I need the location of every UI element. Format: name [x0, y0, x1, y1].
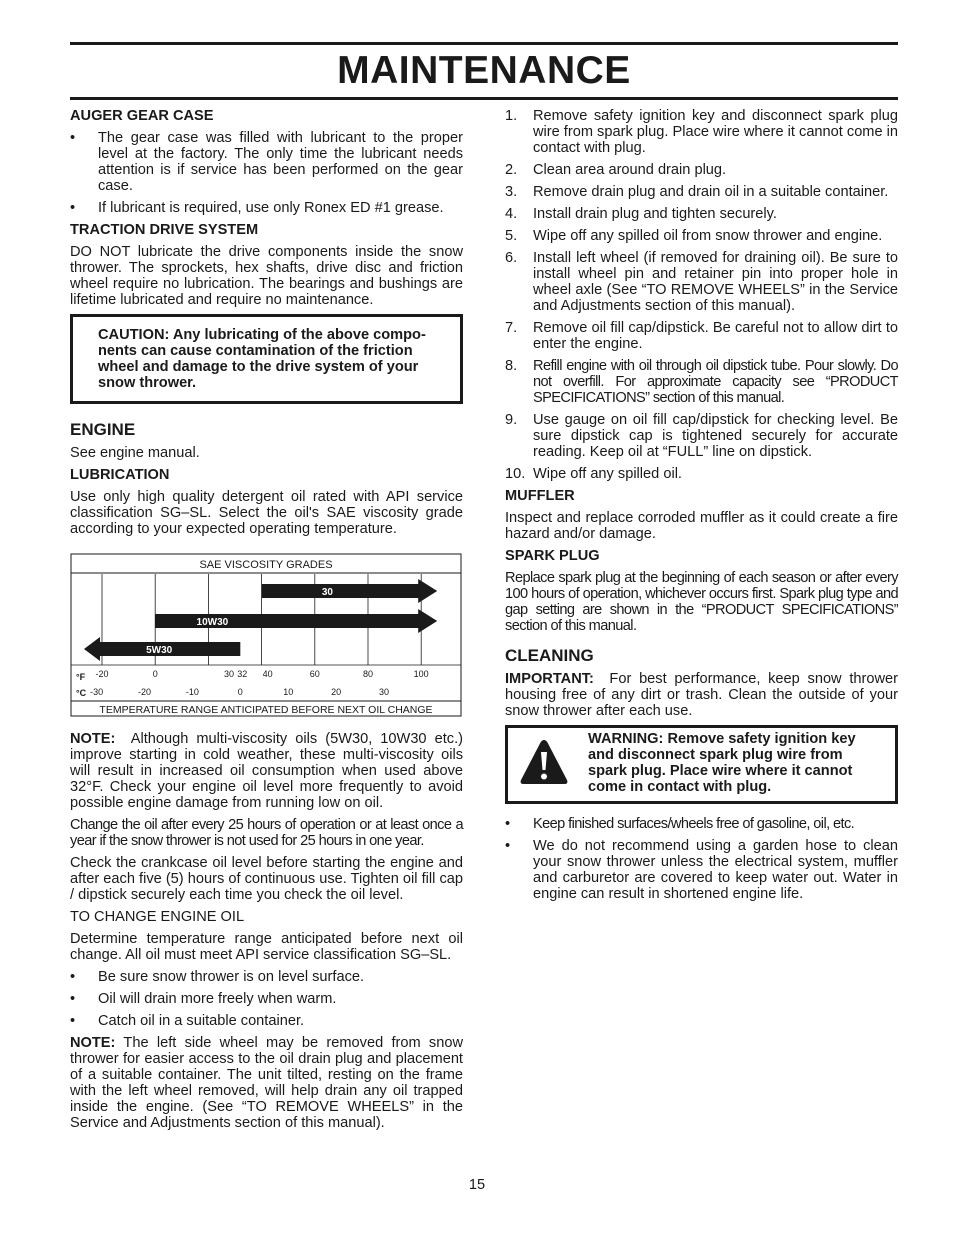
chart-xlabel: TEMPERATURE RANGE ANTICIPATED BEFORE NEXT OIL CHANGE — [99, 704, 433, 716]
warning-icon — [518, 737, 570, 789]
tick-label-f: 100 — [413, 669, 429, 679]
tick-label-f: 60 — [309, 669, 320, 679]
cleaning-bullet-list — [505, 816, 898, 902]
spark-plug-heading: SPARK PLUG — [505, 548, 600, 564]
muffler-text: Inspect and replace corroded muffler as it could create a fire hazard and/or damage. — [505, 510, 898, 542]
important-body: For best performance, keep snow thrower housing free of any dirt or trash. Clean the outside of your snow thrower after each use. — [505, 671, 899, 719]
traction-drive-text: DO NOT lubricate the drive components inside the snow thrower. The sprockets, hex shafts, drive disc and friction wheel require no lubrication. The bearings and bushings are lifetime lubricated and require no maintenance. — [70, 244, 463, 308]
step-text: Remove drain plug and drain oil in a suitable container. — [533, 184, 889, 200]
list-item — [505, 358, 898, 406]
bar-label: 10W30 — [196, 617, 229, 628]
important-text — [505, 671, 898, 719]
list-item — [505, 108, 898, 156]
list-item — [505, 320, 898, 352]
change-interval-text: Change the oil after every 25 hours of operation or at least once a year if the snow thrower is not used for 25 hours in one year. — [70, 817, 463, 849]
auger-gear-case-heading: AUGER GEAR CASE — [70, 108, 214, 124]
tick-label-c: -20 — [138, 687, 152, 697]
tick-label-f: 0 — [152, 669, 158, 679]
traction-drive-heading: TRACTION DRIVE SYSTEM — [70, 222, 259, 238]
celsius-unit: °C — [76, 688, 87, 698]
page-number: 15 — [468, 1177, 486, 1193]
bar-label: 5W30 — [146, 645, 173, 656]
spark-plug-text: Replace spark plug at the beginning of each season or after every 100 hours of operation, whichever occurs first. Spark plug type and gap setting are shown in the “PRODUCT SPECIFICATIONS” section of this manual. — [505, 570, 898, 634]
step-number: 5. — [505, 228, 518, 244]
list-item — [505, 412, 898, 460]
list-item — [505, 206, 898, 222]
chart-frame — [71, 554, 461, 716]
tick-label-c: 0 — [237, 687, 243, 697]
list-item: • Oil will drain more freely when warm. — [70, 991, 463, 1007]
step-number: 2. — [505, 162, 518, 178]
step-text: Install left wheel (if removed for draining oil). Be sure to install wheel pin and retainer pin into proper hole in wheel axle (See “TO REMOVE WHEELS” in the Service and Adjustments section of this manual). — [533, 250, 898, 314]
caution-text: CAUTION: Any lubricating of the above compo- nents can cause contamination of the friction wheel and damage to the drive system of your snow thrower. — [98, 327, 426, 391]
page-header — [70, 42, 898, 100]
step-number: 4. — [505, 206, 518, 222]
note-label: NOTE: — [70, 731, 116, 747]
note-text: Although multi-viscosity oils (5W30, 10W30 etc.) improve starting in cold weather, these multi-viscosity oils will result in increased oil consumption when used above 32°F. Check your engine oil level more frequently to avoid possible engine damage from running low on oil. — [70, 731, 463, 811]
lubrication-text: Use only high quality detergent oil rated with API service classification SG–SL. Select the oil's SAE viscosity grade according to your expected operating temperature. — [70, 489, 463, 537]
step-text: Install drain plug and tighten securely. — [533, 206, 777, 222]
list-item: • If lubricant is required, use only Ronex ED #1 grease. — [70, 200, 463, 216]
step-text: Refill engine with oil through oil dipstick tube. Pour slowly. Do not overfill. For approximate capacity see “PRODUCT SPECIFICATIONS” section of this manual. — [533, 358, 898, 406]
viscosity-chart-svg — [70, 553, 463, 717]
tick-label-c: -10 — [185, 687, 199, 697]
list-item — [505, 162, 898, 178]
warning-box — [505, 725, 898, 804]
note-text: The left side wheel may be removed from snow thrower for easier access to the oil drain plug and placement of a suitable container. The unit tilted, resting on the frame with the left wheel removed, will help drain any oil trapped inside the engine. (See “TO REMOVE WHEELS” in the Service and Adjustments section of this manual). — [70, 1035, 463, 1131]
list-item: • Keep finished surfaces/wheels free of gasoline, oil, etc. — [505, 816, 898, 832]
note-left-wheel — [70, 1035, 463, 1131]
check-oil-text: Check the crankcase oil level before starting the engine and after each five (5) hours of continuous use. Tighten oil fill cap / dipstick securely each time you check the oil level. — [70, 855, 463, 903]
step-number: 1. — [505, 108, 518, 124]
muffler-heading: MUFFLER — [505, 488, 575, 504]
tick-label-f: -20 — [95, 669, 109, 679]
bar-label: 30 — [321, 587, 333, 598]
step-number: 9. — [505, 412, 518, 428]
caution-box — [70, 314, 463, 404]
list-item: • Be sure snow thrower is on level surface. — [70, 969, 463, 985]
step-number: 3. — [505, 184, 518, 200]
tick-label-f: 32 — [237, 669, 248, 679]
auger-bullet-list — [70, 130, 463, 216]
right-column — [505, 108, 898, 908]
warning-text: WARNING: Remove safety ignition key and disconnect spark plug wire from spark plug. Place wire where it cannot come in contact with plug. — [588, 731, 856, 795]
note-label: NOTE: — [70, 1035, 116, 1051]
page-title: MAINTENANCE — [337, 49, 631, 92]
chart-title: SAE VISCOSITY GRADES — [199, 559, 333, 571]
step-text: Remove safety ignition key and disconnect spark plug wire from spark plug. Place wire where it cannot come in contact with plug. — [533, 108, 898, 156]
engine-text: See engine manual. — [70, 445, 200, 461]
list-item — [505, 184, 898, 200]
to-change-engine-oil-heading: TO CHANGE ENGINE OIL — [70, 909, 245, 925]
tick-label-c: 20 — [331, 687, 342, 697]
list-item: • We do not recommend using a garden hose to clean your snow thrower unless the electrical system, muffler and carburetor are covered to keep water out. Water in engine can result in shortened engine life. — [505, 838, 898, 902]
step-number: 6. — [505, 250, 518, 266]
oil-change-steps — [505, 108, 898, 482]
fahrenheit-unit: °F — [76, 672, 86, 682]
change-oil-bullet-list — [70, 969, 463, 1029]
tick-label-c: 30 — [378, 687, 389, 697]
important-label: IMPORTANT: — [505, 671, 594, 687]
step-text: Wipe off any spilled oil. — [533, 466, 682, 482]
tick-label-f: 80 — [362, 669, 374, 679]
tick-label-c: 10 — [283, 687, 294, 697]
cleaning-heading: CLEANING — [505, 646, 594, 665]
step-text: Use gauge on oil fill cap/dipstick for checking level. Be sure dipstick cap is tightened securely for accurate reading. Keep oil at “FULL” line on dipstick. — [533, 412, 898, 460]
tick-label-f: 40 — [262, 669, 273, 679]
list-item — [505, 466, 898, 482]
list-item: • The gear case was filled with lubricant to the proper level at the factory. The only time the lubricant needs attention is if service has been performed on the gear case. — [70, 130, 463, 194]
list-item — [505, 228, 898, 244]
step-number: 10. — [505, 466, 526, 482]
step-text: Remove oil fill cap/dipstick. Be careful not to allow dirt to enter the engine. — [533, 320, 898, 352]
tick-label-f: 30 — [223, 669, 235, 679]
tick-label-c: -30 — [90, 687, 104, 697]
list-item: • Catch oil in a suitable container. — [70, 1013, 463, 1029]
viscosity-chart — [70, 553, 463, 717]
engine-heading: ENGINE — [70, 420, 136, 439]
left-column — [70, 108, 463, 1137]
step-text: Wipe off any spilled oil from snow thrower and engine. — [533, 228, 883, 244]
step-text: Clean area around drain plug. — [533, 162, 727, 178]
determine-range-text: Determine temperature range anticipated before next oil change. All oil must meet API service classification SG–SL. — [70, 931, 463, 963]
lubrication-heading: LUBRICATION — [70, 467, 170, 483]
note-multi-viscosity — [70, 731, 463, 811]
list-item — [505, 250, 898, 314]
step-number: 7. — [505, 320, 518, 336]
step-number: 8. — [505, 358, 518, 374]
